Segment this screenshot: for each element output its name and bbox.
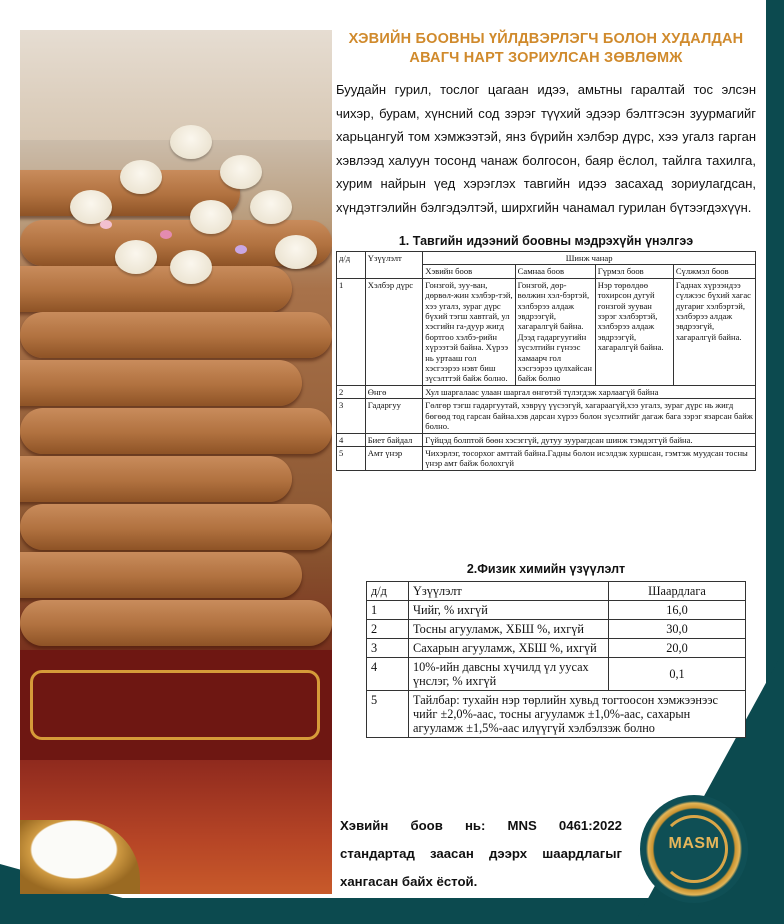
row-number: 1 [337,278,366,385]
table-note: Тайлбар: тухайн нэр төрлийн хувьд тогтоосон хэмжээнээс чийг ±2,0%-аас, тосны агууламж ±1,0%-аас, сахарын агууламж ±1,5%-аас илүүгүй хэлбэлзэж болно [409,691,746,738]
table-cell: Гөлгөр тэгш гадаргуутай, хэврүү үүсээгүй, хагараагүй,хээ угалз, зураг дүрс нь жигд бөгөөд тод гарсан байна.хэв дарсан хүрээ болон зүсэлтийг дагаж бага зэрэг язарсан байж болно. [423,399,756,433]
white-sweet [220,155,262,189]
table-cell: Гаднах хүрээндээ сүлжээс бүхий хагас дугариг хэлбэртэй, хэлбэрээ алдаж эвдрээгүй, хагаралгүй байна. [673,278,755,385]
table2-header-indicator: Үзүүлэлт [409,582,609,601]
white-sweet [170,250,212,284]
white-sweet [250,190,292,224]
table-row [337,385,756,398]
biscuit [20,266,292,312]
row-number: 1 [367,601,409,620]
table-row [337,446,756,470]
page-title: ХЭВИЙН БООВНЫ ҮЙЛДВЭРЛЭГЧ БОЛОН ХУДАЛДАН АВАГЧ НАРТ ЗОРИУЛСАН ЗӨВЛӨМЖ [348,31,744,66]
table-cell: Гүйцэд болптой бөөн хэсэггүй, дутуу зуурагдсан шинж тэмдэггүй байна. [423,433,756,446]
table-cell: Нэр төрөлдөө тохирсон дугуй гонзгой зууван зэрэг хэлбэртэй, хэлбэрээ алдаж эвдрээгүй, хагаралгүй байна. [595,278,673,385]
white-sweet [190,200,232,234]
white-sweet [170,125,212,159]
table-row [367,639,746,658]
biscuit [20,408,332,454]
row-number: 5 [367,691,409,738]
row-indicator: Тосны агууламж, ХБШ %, ихгүй [409,620,609,639]
table1-header-indicator: Үзүүлэлт [365,252,423,279]
white-sweet [120,160,162,194]
tray-ornament [30,670,320,740]
table-row [337,399,756,433]
table1-header-no: д/д [337,252,366,279]
sensory-table [336,251,756,471]
table2-title: 2.Физик химийн үзүүлэлт [466,562,626,576]
table-row [337,278,756,385]
biscuit [20,552,302,598]
masm-logo [640,795,748,903]
table1-subheader: Гүрмэл боов [595,265,673,278]
logo-text: MASM [668,835,720,852]
table2-header-requirement: Шаардлага [609,582,746,601]
row-requirement: 20,0 [609,639,746,658]
biscuit [20,312,332,358]
text-column [336,30,756,220]
table1-subheader: Сүлжмэл боов [673,265,755,278]
row-indicator: Гадаргуу [365,399,423,433]
row-number: 5 [337,446,366,470]
table-cell: Гонзгой, дөр-вөлжин хэл-бэртэй, хэлбэрээ алдаж эвдрээгүй, хагаралгүй байна. Дээд гадаргуугийн зүсэлтийн гүнээс хамаарч гол хэсгээрээ цулхайсан байж болно [515,278,595,385]
row-number: 2 [337,385,366,398]
candy [235,245,247,254]
row-indicator: Амт үнэр [365,446,423,470]
biscuit [20,456,292,502]
row-number: 3 [367,639,409,658]
row-requirement: 16,0 [609,601,746,620]
row-number: 3 [337,399,366,433]
candy [160,230,172,239]
row-indicator: 10%-ийн давсны хүчилд үл уусах үнслэг, % ихгүй [409,658,609,691]
table1-header-group: Шинж чанар [423,252,756,265]
row-number: 4 [337,433,366,446]
row-indicator: Сахарын агууламж, ХБШ %, ихгүй [409,639,609,658]
biscuit [20,600,332,646]
biscuit [20,360,302,406]
photo-background [20,30,332,140]
table-cell: Гонзгой, зуу-ван, дөрвөл-жин хэлбэр-тэй, хээ угалз, зураг дүрс бүхий тэгш хавтгай, ул хэсгийн га-дуур жигд бортгоо хэлбэ-рийн хүрээтэй байна. Хүрээ нь уртааш гол хэсгээрээ нэвт биш зүсэлттэй байж болно. [423,278,515,385]
row-requirement: 0,1 [609,658,746,691]
intro-paragraph: Буудайн гурил, тослог цагаан идээ, амьтны гаралтай тос элсэн чихэр, бурам, хүнсний сод зэрэг түүхий эдээр бэлтгэсэн зуурмагийг харьцангуй том хэмжээтэй, янз бүрийн хэлбэр дүрс, хээ угалз гарган хэвлээд халуун тосонд чанаж болгосон, баяр ёслол, тайлга тахилга, хурим найрын үед хэрэглэх тавгийн идээ засахад зориулагдсан, хүндэтгэлийн бэлгэдэлтэй, ширхгийн чанамал гурилан бүтээгдэхүүн. [336,82,756,215]
table-cell: Хул шаргалаас улаан шаргал өнгөтэй түлэгдэж харлаагүй байна [423,385,756,398]
physico-chemical-table [366,581,746,738]
row-number: 2 [367,620,409,639]
white-sweet [70,190,112,224]
table-row [367,620,746,639]
table-cell: Чихэрлэг, тосорхог амттай байна.Гадны болон исэлдэж хуршсан, гэмтэж муудсан тосны үнэр амт байж болохгүй [423,446,756,470]
table1-subheader: Хэвийн боов [423,265,515,278]
boov-photo [20,30,332,894]
table1-title: 1. Тавгийн идээний боовны мэдрэхүйн үнэлгээ [398,234,694,248]
table-row [367,691,746,738]
white-sweet [115,240,157,274]
row-indicator: Биет байдал [365,433,423,446]
row-indicator: Чийг, % ихгүй [409,601,609,620]
table2-header-no: д/д [367,582,409,601]
row-indicator: Өнгө [365,385,423,398]
white-sweet [275,235,317,269]
row-number: 4 [367,658,409,691]
table-row [367,658,746,691]
row-requirement: 30,0 [609,620,746,639]
table-row [367,601,746,620]
standard-note: Хэвийн боов нь: MNS 0461:2022 стандартад заасан дээрх шаардлагыг хангасан байх ёстой. [340,818,622,889]
table-row [337,433,756,446]
candy [100,220,112,229]
table1-subheader: Самнаа боов [515,265,595,278]
biscuit [20,504,332,550]
row-indicator: Хэлбэр дүрс [365,278,423,385]
